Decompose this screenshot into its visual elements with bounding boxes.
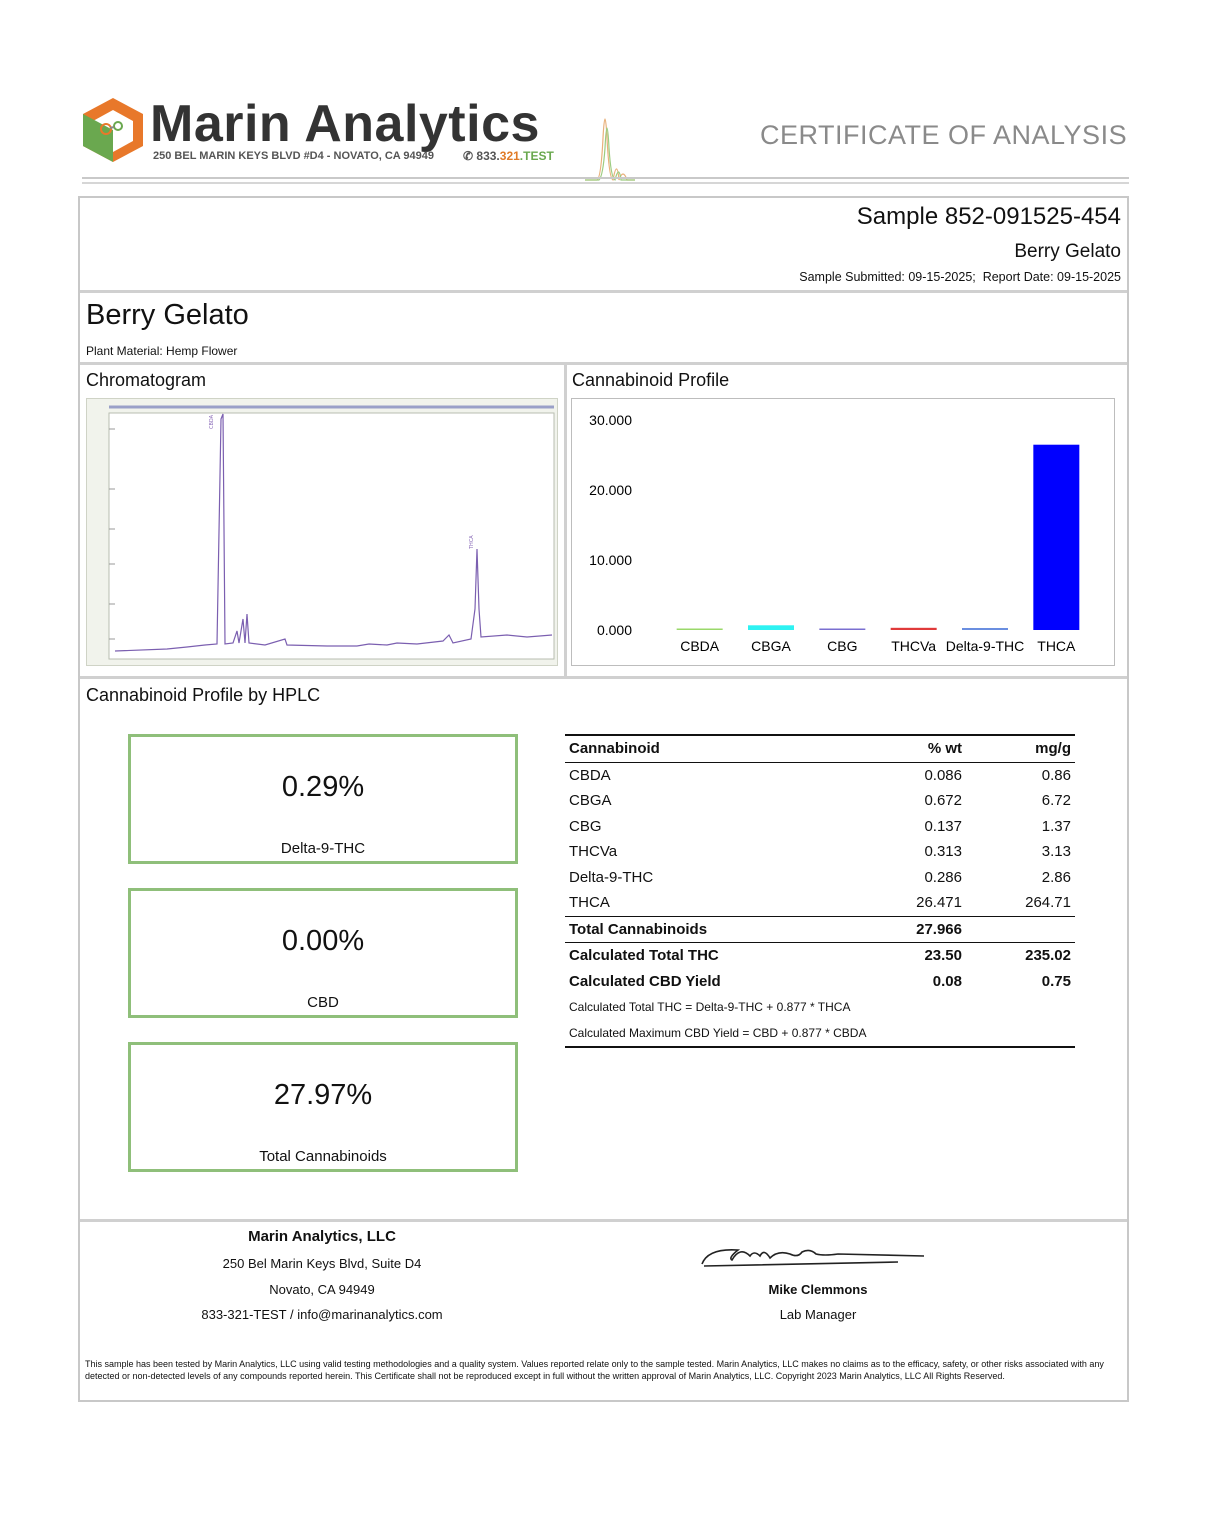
cannabinoid-table xyxy=(565,734,1075,1048)
metric-value: 0.29% xyxy=(281,771,365,803)
x-tick-label: CBDA xyxy=(680,638,720,654)
bar-thca xyxy=(1033,445,1079,630)
total-row xyxy=(565,943,1075,969)
footer-address1: 250 Bel Marin Keys Blvd, Suite D4 xyxy=(222,1256,422,1271)
phone-suffix: .TEST xyxy=(519,149,554,163)
metric-label: Delta-9-THC xyxy=(280,840,366,857)
product-material: Plant Material: Hemp Flower xyxy=(86,344,238,358)
hplc-title: Cannabinoid Profile by HPLC xyxy=(86,685,321,705)
table-header-row xyxy=(565,735,1075,762)
cell: 0.137 xyxy=(924,817,962,835)
cell: CBG xyxy=(569,817,602,835)
metric-label: Total Cannabinoids xyxy=(259,1148,387,1165)
chromatogram-title: Chromatogram xyxy=(86,370,207,390)
formula-note: Calculated Total THC = Delta-9-THC + 0.877 * THCA xyxy=(569,1000,851,1014)
phone-icon: ✆ xyxy=(463,149,474,163)
divider xyxy=(80,676,1127,679)
header-pct-wt: % wt xyxy=(863,735,966,762)
header-mg-g: mg/g xyxy=(966,735,1075,762)
footer-company: Marin Analytics, LLC xyxy=(248,1228,396,1245)
cell: CBGA xyxy=(569,792,612,810)
table-row xyxy=(565,762,1075,788)
cell: 27.966 xyxy=(863,916,966,943)
cell: 264.71 xyxy=(1025,894,1071,912)
cell: Total Cannabinoids xyxy=(565,916,863,943)
x-tick-label: CBGA xyxy=(751,638,791,654)
metric-value: 27.97% xyxy=(273,1079,373,1111)
cell: CBDA xyxy=(569,766,611,784)
cell: 23.50 xyxy=(863,943,966,969)
y-tick-label: 20.000 xyxy=(589,482,632,498)
brand-logo xyxy=(80,96,146,164)
svg-text:CBDA: CBDA xyxy=(209,414,215,429)
cell: 3.13 xyxy=(1041,843,1071,861)
bar-delta-9-thc xyxy=(962,628,1008,630)
cell: 6.72 xyxy=(1041,792,1071,810)
chart-svg xyxy=(572,399,1114,665)
cell: THCVa xyxy=(569,843,618,861)
cell: 0.313 xyxy=(924,843,962,861)
divider xyxy=(80,1219,1127,1222)
cell: THCA xyxy=(569,894,610,912)
y-tick-label: 10.000 xyxy=(589,552,632,568)
x-tick-label: THCVa xyxy=(891,638,937,654)
bar-thcva xyxy=(891,628,937,630)
metric-cbd xyxy=(128,888,518,1018)
note-row xyxy=(565,994,1075,1020)
cell: 0.08 xyxy=(932,972,962,990)
chromatogram-image xyxy=(86,398,558,666)
x-tick-label: CBG xyxy=(827,638,858,654)
doc-title: CERTIFICATE OF ANALYSIS xyxy=(760,120,1128,150)
cell: Calculated CBD Yield xyxy=(569,972,721,990)
product-name: Berry Gelato xyxy=(86,299,249,331)
cell: 0.286 xyxy=(924,868,962,886)
bar-cbga xyxy=(748,625,794,630)
cell xyxy=(966,916,1075,943)
brand-name: Marin Analytics xyxy=(150,95,540,153)
divider xyxy=(80,362,1127,365)
sample-dates: Sample Submitted: 09-15-2025; Report Date: 09-15-2025 xyxy=(799,270,1121,284)
bar-cbg xyxy=(819,629,865,631)
footer-contact: 833-321-TEST / info@marinanalytics.com xyxy=(201,1307,443,1322)
panel-divider xyxy=(564,364,567,678)
cell: 0.672 xyxy=(924,792,962,810)
header-peaks-graphic xyxy=(585,98,635,182)
cell: 0.86 xyxy=(1041,766,1071,784)
header-rule xyxy=(82,177,1129,179)
brand-phone xyxy=(463,149,554,163)
total-row xyxy=(565,969,1075,995)
signer-title: Lab Manager xyxy=(779,1307,857,1322)
cell: 0.75 xyxy=(1041,972,1071,990)
metric-label: CBD xyxy=(307,994,339,1011)
phone-prefix: 833. xyxy=(476,149,500,163)
y-tick-label: 30.000 xyxy=(589,412,632,428)
bar-cbda xyxy=(677,629,723,631)
cell: 2.86 xyxy=(1041,868,1071,886)
divider xyxy=(80,290,1127,293)
metric-delta9 xyxy=(128,734,518,864)
signature-image xyxy=(698,1240,928,1272)
total-row xyxy=(565,916,1075,943)
y-tick-label: 0.000 xyxy=(596,622,632,638)
metric-value: 0.00% xyxy=(281,925,365,957)
signer-name: Mike Clemmons xyxy=(768,1282,868,1297)
sample-name: Berry Gelato xyxy=(1014,241,1121,262)
table-row xyxy=(565,865,1075,891)
profile-chart xyxy=(571,398,1115,666)
note-row xyxy=(565,1020,1075,1047)
footer-address2: Novato, CA 94949 xyxy=(269,1282,375,1297)
x-tick-label: THCA xyxy=(1037,638,1076,654)
metric-total xyxy=(128,1042,518,1172)
table-row xyxy=(565,788,1075,814)
cell: Calculated Total THC xyxy=(565,943,863,969)
header-rule-2 xyxy=(82,182,1129,184)
cell: 0.086 xyxy=(924,766,962,784)
table-row xyxy=(565,814,1075,840)
sample-id: Sample 852-091525-454 xyxy=(856,203,1121,230)
brand-address: 250 BEL MARIN KEYS BLVD #D4 - NOVATO, CA 94949 xyxy=(153,150,434,162)
profile-title: Cannabinoid Profile xyxy=(572,370,730,390)
table-row xyxy=(565,839,1075,865)
x-tick-label: Delta-9-THC xyxy=(945,638,1025,654)
cell: 1.37 xyxy=(1041,817,1071,835)
cell: Delta-9-THC xyxy=(569,868,654,886)
disclaimer: This sample has been tested by Marin Analytics, LLC using valid testing methodologies and a quality system. Values reported relate only to the sample tested. Marin Analytics, LLC makes no claims as to the efficacy, safety, or other risks associated with any detected or non-detected levels of any compounds reported herein. This Certificate shall not be reproduced except in full without the written approval of Marin Analytics, LLC. Copyright 2023 Marin Analytics, LLC All Rights Reserved. xyxy=(85,1359,1104,1381)
table-row xyxy=(565,890,1075,916)
formula-note: Calculated Maximum CBD Yield = CBD + 0.877 * CBDA xyxy=(565,1020,1075,1047)
cell: 26.471 xyxy=(916,894,962,912)
phone-mid: 321 xyxy=(499,149,520,163)
svg-text:THCA: THCA xyxy=(469,535,475,549)
header-cannabinoid: Cannabinoid xyxy=(565,735,863,762)
cell: 235.02 xyxy=(966,943,1075,969)
